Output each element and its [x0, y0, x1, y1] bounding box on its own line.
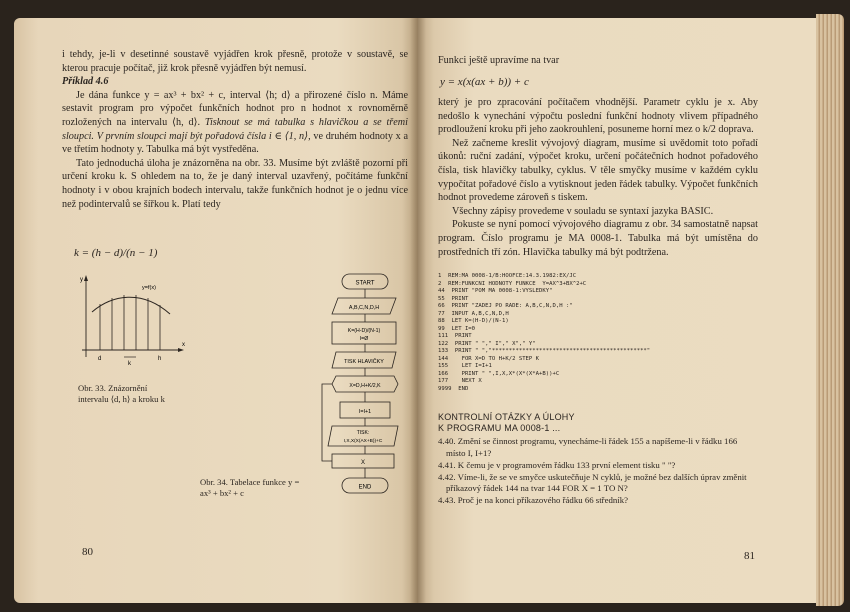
program-line: 166 PRINT " ",I,X,X*(X*(X*A+B))+C	[438, 370, 560, 377]
end-label: END	[358, 484, 372, 491]
init-label: K=(H-D)/(N-1)	[347, 328, 381, 334]
question-item: 4.43. Proč je na konci příkazového řádku 66 středník?	[438, 495, 629, 506]
book-spine	[410, 18, 426, 603]
program-line: 177 NEXT X	[438, 378, 482, 384]
program-line: 77 INPUT A,B,C,N,D,H	[438, 310, 509, 317]
h-label: h	[158, 356, 162, 362]
x-axis-label: x	[182, 342, 185, 348]
program-line: 55 PRINT	[438, 295, 469, 302]
program-line: 111 PRINT	[438, 333, 472, 339]
example-label: Příklad 4.6	[62, 76, 109, 88]
program-line: 88 LET K=(H-D)/(N-1)	[438, 318, 509, 324]
step-formula: k = (h − d)/(n − 1)	[74, 247, 158, 259]
program-line: 99 LET I=0	[438, 325, 476, 332]
right-intro: Funkci ještě upravíme na tvar	[438, 55, 560, 66]
connector-label: X	[360, 460, 366, 466]
print-label-2: I,X,X(X(AX+B))+C	[343, 439, 383, 444]
figure-33-caption: Obr. 33. Znázornění intervalu ⟨d, h⟩ a kroku k	[78, 383, 165, 404]
y-axis-arrow	[84, 275, 88, 281]
question-item: 4.42. Víme-li, že se ve smyčce uskutečňuje N cyklů, je možné bez dalších úprav změnit příkazový řádek 144 na tvar 144 FOR X = 1 TO N?	[438, 472, 747, 494]
increment-label: I=I+1	[358, 409, 372, 415]
function-curve	[92, 297, 170, 314]
right-text-block	[438, 96, 758, 259]
program-line: 2 REM:FUNKCNI HODNOTY FUNKCE Y=AX^3+BX^2+C	[438, 280, 587, 287]
loop-back-line	[322, 384, 332, 461]
paragraph: i tehdy, je-li v desetinné soustavě vyjádřen krok přesně, protože v soustavě, se kterou pracuje počítač, již krok přesně vyjádřen být nemusí.	[62, 49, 408, 74]
paragraph: který je pro zpracování počítačem vhodnější. Parametr cyklu je x. Aby nedošlo k vynechání výpočtu poslední funkční hodnoty vlivem případného prodloužení kroku při jeho zaokrouhlení, posuneme horní mez o k/2 doprava.	[438, 97, 758, 136]
start-label: START	[355, 280, 375, 287]
page-edges	[816, 14, 844, 606]
left-text-block	[62, 48, 408, 211]
questions-title: KONTROLNÍ OTÁZKY A ÚLOHY	[438, 412, 575, 422]
init-label-2: I=Ø	[359, 336, 369, 342]
program-line: 9999 END	[438, 385, 469, 392]
x-axis-arrow	[178, 348, 184, 352]
paragraph: Než začneme kreslit vývojový diagram, musíme si uvědomit toto pořadí úkonů: ruční zadání, výpočet kroku, určení počátečních hodnot pořadového čísla, tisk hlavičky tabulky, cyklus. V těle smyčky musíme v každém cyklu vypočítat pořadové číslo a vytisknout jeden řádek tabulky. Výpočet funkčních hodnot provedeme zároveň s tiskem.	[438, 137, 758, 204]
print-label: TISK:	[356, 430, 370, 436]
program-listing	[438, 273, 738, 393]
questions-section	[438, 412, 756, 508]
page-number-right: 81	[744, 550, 755, 562]
y-axis-label: y	[80, 277, 83, 283]
paragraph: Tato jednoduchá úloha je znázorněna na obr. 33. Musíme být zvláště pozorní při určení kroku k. S ohledem na to, že je daný interval uzavřený, počítáme funkční hodnoty i v obou krajních bodech intervalu, takže funkčních hodnot je o jednu více než podintervalů se šířkou k. Platí tedy	[62, 157, 408, 210]
question-item: 4.40. Změní se činnost programu, vynecháme-li řádek 155 a napíšeme-li v řádku 166 místo I, I+1?	[438, 436, 738, 458]
paragraph: Je dána funkce y = ax³ + bx² + c, interval ⟨h; d⟩ a přirozené číslo n. Máme sestavit program pro výpočet funkčních hodnot pro n hodnot x rovnoměrně rozložených na intervalu ⟨h, d⟩. Tisknout se má tabulka s hlavičkou a se třemi sloupci. V prvním sloupci mají být pořadová čísla i ∈ ⟨1, n⟩, ve druhém hodnoty x a ve třetím hodnoty y. Tabulka má být vystředěna.	[62, 89, 408, 156]
k-label: k	[128, 361, 131, 367]
paragraph: Všechny zápisy provedeme v souladu se syntaxí jazyka BASIC.	[452, 205, 714, 217]
program-line: 1 REM:MA 0008-1/B:HOOFCE:14.3.1982:EX/JC	[438, 273, 577, 279]
questions-subtitle: K PROGRAMU MA 0008-1 ...	[438, 423, 561, 434]
input-label: A,B,C,N,D,H	[348, 305, 380, 311]
program-line: 44 PRINT "POM MA 0008-1:VYSLEDKY"	[438, 288, 553, 294]
curve-label: y=f(x)	[142, 285, 156, 291]
question-item: 4.41. K čemu je v programovém řádku 133 první element tisku " "?	[438, 459, 676, 470]
program-line: 133 PRINT " ","**********************************************"	[438, 348, 651, 354]
figure-34-caption: Obr. 34. Tabelace funkce y = ax³ + bx² + c	[200, 477, 300, 498]
header-label: TISK HLAVIČKY	[344, 359, 384, 365]
program-line: 155 LET I=I+1	[438, 363, 492, 369]
figure-34-flowchart	[318, 272, 406, 504]
d-label: d	[98, 356, 102, 362]
program-line: 144 FOR X=D TO H+K/2 STEP K	[438, 355, 540, 362]
program-line: 122 PRINT " "," I"," X"," Y"	[438, 340, 536, 347]
loop-label: X=D,H+K/2,K	[349, 383, 381, 389]
nested-formula: y = x(x(ax + b)) + c	[440, 76, 529, 88]
paragraph: Pokuste se nyní pomocí vývojového diagramu z obr. 34 samostatně napsat program. Číslo programu je MA 0008-1. Tabulka má být umístěna do prostředních tří zón. Hlavička tabulky má být podtržena.	[438, 219, 758, 258]
page-number-left: 80	[82, 546, 93, 558]
program-line: 66 PRINT "ZADEJ PO RADE: A,B,C,N,D,H :"	[438, 303, 573, 309]
sample-lines	[100, 295, 160, 350]
figure-33-interval-diagram	[78, 272, 190, 372]
